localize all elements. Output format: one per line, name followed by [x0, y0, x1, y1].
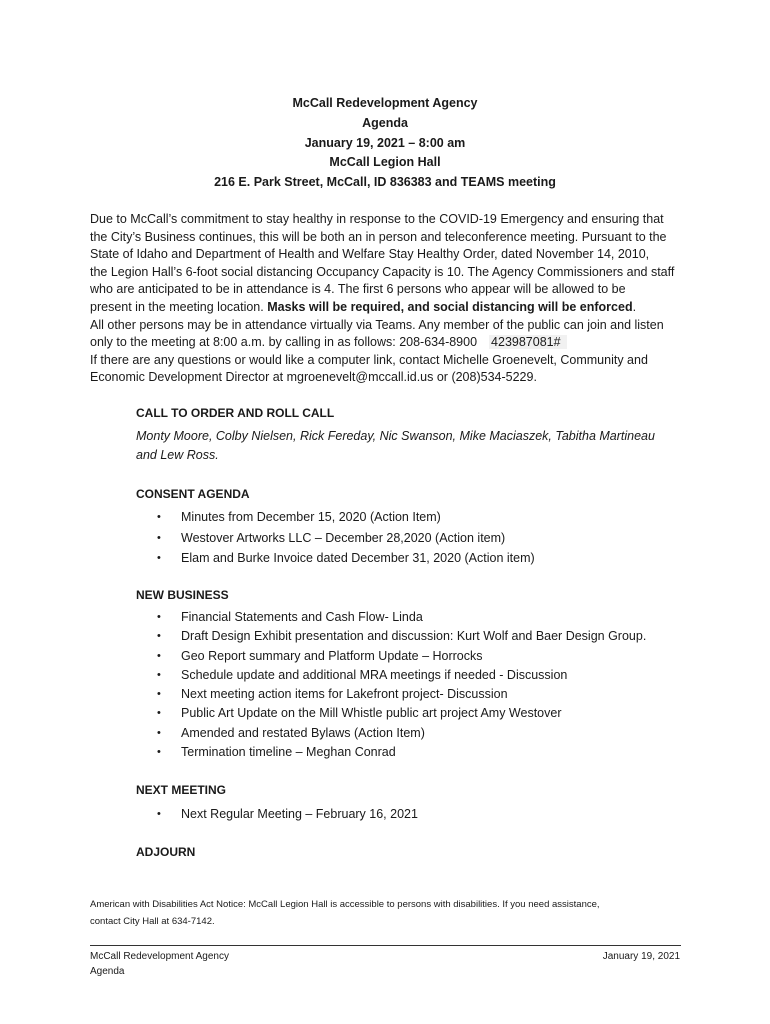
agenda-item-text: Amended and restated Bylaws (Action Item) — [181, 725, 425, 740]
agenda-item-text: Minutes from December 15, 2020 (Action Item) — [181, 510, 441, 524]
ada-notice-line: American with Disabilities Act Notice: McCall Legion Hall is accessible to persons with disabilities. If you need assistance, — [90, 899, 600, 910]
agenda-item — [136, 804, 418, 824]
agenda-item-text: Draft Design Exhibit presentation and discussion: Kurt Wolf and Baer Design Group. — [181, 629, 647, 644]
new-business-title: NEW BUSINESS — [136, 588, 229, 602]
agenda-item-text: Next Regular Meeting – February 16, 2021 — [181, 807, 418, 821]
footer-org: McCall Redevelopment Agency — [90, 951, 229, 962]
next-meeting-title: NEXT MEETING — [136, 783, 227, 797]
agenda-item — [136, 666, 646, 685]
agenda-item — [136, 647, 646, 666]
consent-agenda-list — [136, 507, 535, 569]
agenda-item — [136, 724, 646, 743]
bullet-icon: • — [157, 511, 161, 523]
intro-line: the City’s Business continues, this will be both an in person and teleconference meeting. Pursuant to the — [90, 229, 667, 244]
new-business-list — [136, 608, 646, 762]
attendee-line: Monty Moore, Colby Nielsen, Rick Fereday, Nic Swanson, Mike Maciaszek, Tabitha Martineau — [136, 429, 655, 443]
teams-meeting-id: 423987081# — [489, 335, 567, 349]
doc-type: Agenda — [362, 115, 408, 130]
attendee-line: and Lew Ross. — [136, 448, 219, 463]
agenda-item-text: Elam and Burke Invoice dated December 31, 2020 (Action item) — [181, 551, 535, 565]
footer-doc-type: Agenda — [90, 966, 125, 977]
intro-line: All other persons may be in attendance virtually via Teams. Any member of the public can join and listen — [90, 317, 664, 332]
bullet-icon: • — [157, 668, 161, 681]
agenda-item — [136, 685, 646, 704]
bullet-icon: • — [157, 726, 161, 739]
next-meeting-list — [136, 804, 418, 824]
masks-notice: Masks will be required, and social distancing will be enforced — [267, 299, 633, 314]
agenda-item — [136, 704, 646, 723]
agenda-item — [136, 743, 646, 762]
agenda-item-text: Next meeting action items for Lakefront project- Discussion — [181, 687, 508, 702]
agenda-item — [136, 608, 646, 627]
dial-in-text: only to the meeting at 8:00 a.m. by calling in as follows: 208-634-8900 — [90, 335, 478, 350]
bullet-icon: • — [157, 688, 161, 701]
ada-notice — [90, 896, 690, 930]
intro-paragraph — [90, 211, 690, 387]
bullet-icon: • — [157, 746, 161, 759]
intro-line: If there are any questions or would like a computer link, contact Michelle Groenevelt, Community and — [90, 352, 648, 367]
agenda-item-text: Termination timeline – Meghan Conrad — [181, 745, 396, 760]
agenda-item — [136, 507, 535, 528]
footer-left — [90, 949, 229, 979]
intro-line: the Legion Hall’s 6-foot social distancing Occupancy Capacity is 10. The Agency Commissioners and staff — [90, 264, 675, 279]
call-to-order-title: CALL TO ORDER AND ROLL CALL — [136, 406, 335, 420]
adjourn-title: ADJOURN — [136, 845, 196, 859]
intro-line — [90, 334, 690, 352]
agenda-item-text: Public Art Update on the Mill Whistle public art project Amy Westover — [181, 706, 562, 721]
bullet-icon: • — [157, 630, 161, 643]
attendee-list — [136, 427, 696, 465]
intro-line: Due to McCall’s commitment to stay healthy in response to the COVID-19 Emergency and ensuring that — [90, 212, 664, 226]
agenda-item — [136, 548, 535, 569]
bullet-icon: • — [157, 707, 161, 720]
bullet-icon: • — [157, 649, 161, 662]
consent-agenda-title: CONSENT AGENDA — [136, 487, 250, 501]
org-title: McCall Redevelopment Agency — [292, 96, 478, 110]
intro-text: . — [632, 299, 637, 314]
bullet-icon: • — [157, 808, 161, 820]
meeting-address: 216 E. Park Street, McCall, ID 836383 and TEAMS meeting — [214, 175, 556, 190]
bullet-icon: • — [157, 552, 161, 564]
intro-line — [90, 299, 690, 317]
intro-line: Economic Development Director at mgroenevelt@mccall.id.us or (208)534-5229. — [90, 370, 537, 385]
agenda-item — [136, 528, 535, 549]
agenda-item-text: Schedule update and additional MRA meetings if needed - Discussion — [181, 667, 568, 682]
bullet-icon: • — [157, 611, 161, 623]
bullet-icon: • — [157, 531, 161, 544]
agenda-item-text: Geo Report summary and Platform Update – Horrocks — [181, 648, 483, 663]
agenda-item-text: Westover Artworks LLC – December 28,2020 (Action item) — [181, 530, 506, 545]
agenda-item-text: Financial Statements and Cash Flow- Linda — [181, 610, 423, 624]
ada-notice-line: contact City Hall at 634-7142. — [90, 916, 215, 927]
meeting-date-time: January 19, 2021 – 8:00 am — [304, 135, 466, 150]
footer-date: January 19, 2021 — [602, 951, 680, 962]
footer-divider — [90, 945, 681, 946]
agenda-item — [136, 627, 646, 646]
intro-line: State of Idaho and Department of Health and Welfare Stay Healthy Order, dated November 14, 2010, — [90, 247, 650, 262]
intro-line: who are anticipated to be in attendance is 4. The first 6 persons who appear will be allowed to be — [90, 282, 626, 297]
meeting-venue: McCall Legion Hall — [329, 155, 441, 170]
document-header — [0, 94, 770, 193]
intro-text: present in the meeting location. — [90, 299, 268, 314]
